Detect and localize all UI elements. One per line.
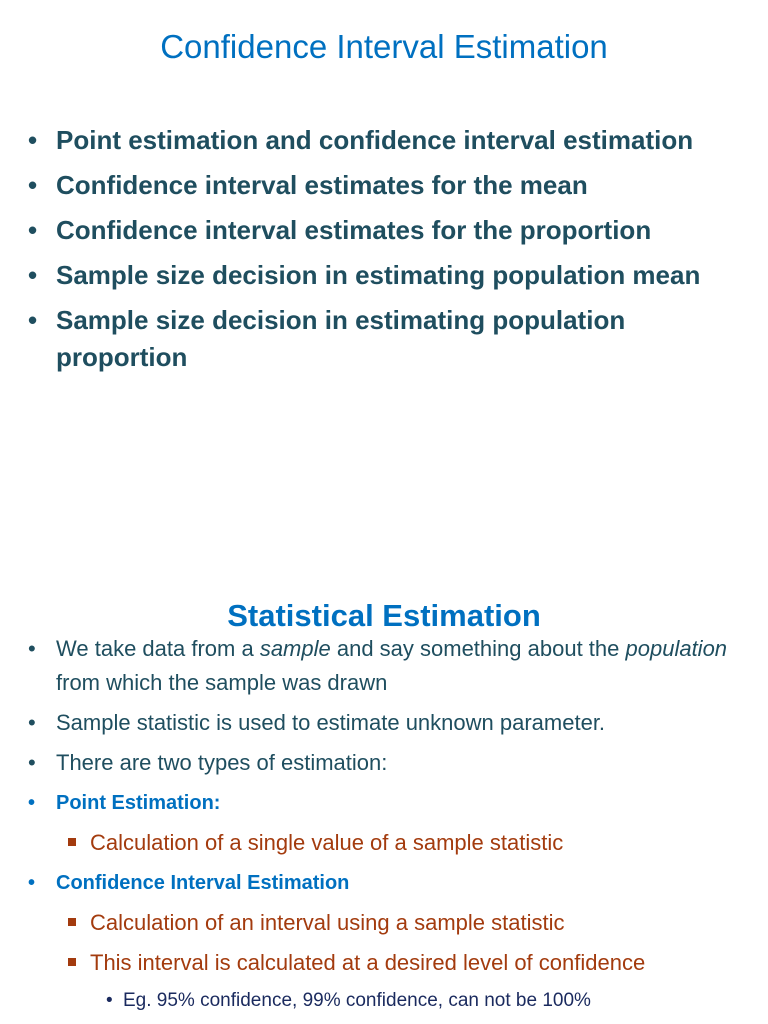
bullet-text: Calculation of a single value of a sample statistic	[90, 830, 564, 855]
confidence-interval-heading	[28, 866, 758, 900]
bullet-text: Point estimation and confidence interval estimation	[56, 125, 694, 155]
bullet-text: Sample size decision in estimating population proportion	[56, 305, 626, 372]
emphasis-population: population	[625, 636, 728, 661]
slide1-bullet-list	[28, 122, 758, 384]
bullet-icon: •	[28, 710, 36, 735]
list-item	[28, 302, 758, 376]
list-item	[28, 212, 758, 249]
list-item	[28, 167, 758, 204]
bullet-text: Confidence Interval Estimation	[56, 872, 350, 894]
point-estimation-heading	[28, 786, 758, 820]
list-item	[28, 122, 758, 159]
emphasis-sample: sample	[259, 636, 331, 661]
bullet-text-mid: and say something about the	[330, 636, 626, 661]
bullet-text: Point Estimation:	[56, 792, 221, 814]
square-bullet-icon	[68, 958, 76, 966]
list-item	[28, 257, 758, 294]
bullet-text: Sample statistic is used to estimate unknown parameter.	[56, 710, 606, 735]
bullet-text: Calculation of an interval using a sample statistic	[90, 910, 565, 935]
bullet-text: Eg. 95% confidence, 99% confidence, can not be 100%	[123, 990, 591, 1011]
sub-sub-list-item	[28, 986, 758, 1016]
bullet-icon: •	[28, 125, 38, 155]
list-item	[28, 632, 758, 700]
sub-list-item	[28, 826, 758, 860]
bullet-icon: •	[28, 305, 38, 335]
bullet-text: Confidence interval estimates for the mean	[56, 170, 588, 200]
bullet-text: There are two types of estimation:	[56, 750, 388, 775]
bullet-icon: •	[106, 990, 113, 1011]
sub-list-item	[28, 946, 758, 980]
bullet-text-pre: We take data from a	[56, 636, 260, 661]
bullet-text-post: from which the sample was drawn	[56, 670, 388, 695]
bullet-icon: •	[28, 792, 36, 814]
bullet-icon: •	[28, 215, 38, 245]
list-item	[28, 746, 758, 780]
bullet-icon: •	[28, 636, 36, 661]
slide2-title: Statistical Estimation	[227, 598, 541, 633]
square-bullet-icon	[68, 838, 76, 846]
bullet-icon: •	[28, 260, 38, 290]
bullet-icon: •	[28, 872, 36, 894]
bullet-icon: •	[28, 750, 36, 775]
slide2-bullet-list	[28, 632, 758, 1016]
bullet-icon: •	[28, 170, 38, 200]
bullet-text: Sample size decision in estimating population mean	[56, 260, 701, 290]
sub-list-item	[28, 906, 758, 940]
bullet-text: This interval is calculated at a desired level of confidence	[90, 950, 646, 975]
square-bullet-icon	[68, 918, 76, 926]
bullet-text: Confidence interval estimates for the proportion	[56, 215, 652, 245]
slide1-title: Confidence Interval Estimation	[160, 28, 608, 65]
list-item	[28, 706, 758, 740]
